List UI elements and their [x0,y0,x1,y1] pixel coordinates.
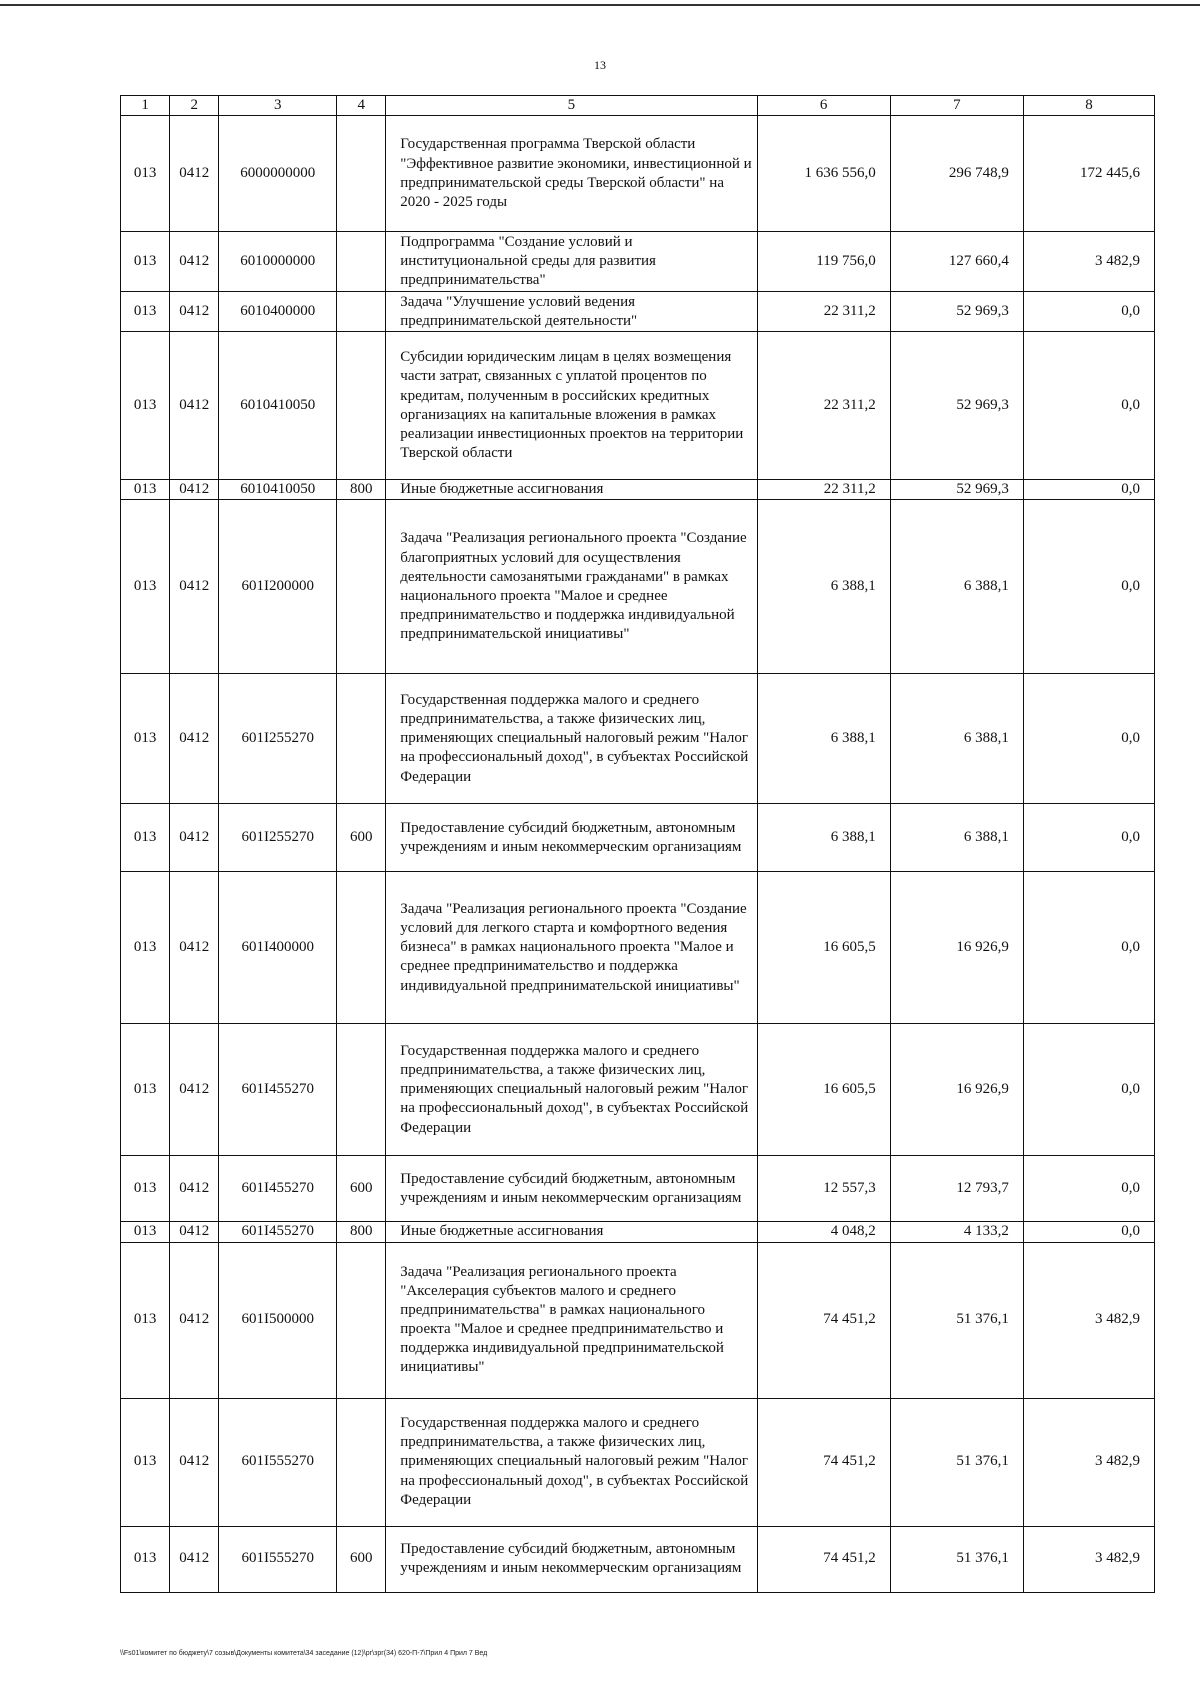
cell-section: 0412 [170,116,219,232]
cell-amount-8: 0,0 [1023,292,1154,332]
cell-type [337,674,386,804]
cell-amount-8: 0,0 [1023,500,1154,674]
cell-amount-8: 0,0 [1023,1222,1154,1242]
cell-type [337,500,386,674]
cell-description: Государственная поддержка малого и среднего предпринимательства, а также физических лиц, применяющих специальный налоговый режим "Налог на профессиональный доход", в субъектах Российской Федерации [386,674,757,804]
cell-amount-7: 127 660,4 [890,232,1023,292]
cell-type: 600 [337,1156,386,1222]
cell-type [337,116,386,232]
cell-description: Государственная поддержка малого и среднего предпринимательства, а также физических лиц, применяющих специальный налоговый режим "Налог на профессиональный доход", в субъектах Российской Федерации [386,1024,757,1156]
table-row [121,332,1155,480]
cell-amount-8: 3 482,9 [1023,1526,1154,1592]
cell-code: 013 [121,292,170,332]
cell-description: Подпрограмма "Создание условий и институциональной среды для развития предпринимательства" [386,232,757,292]
cell-type: 600 [337,804,386,872]
cell-amount-6: 6 388,1 [757,804,890,872]
cell-amount-6: 6 388,1 [757,500,890,674]
cell-description: Задача "Реализация регионального проекта "Создание благоприятных условий для осуществления деятельности самозанятыми гражданами" в рамках национального проекта "Малое и среднее предпринимательство и поддержка индивидуальной предпринимательской инициативы" [386,500,757,674]
cell-amount-7: 51 376,1 [890,1242,1023,1398]
cell-target: 601I255270 [219,674,337,804]
table-row [121,1156,1155,1222]
cell-amount-7: 6 388,1 [890,804,1023,872]
cell-amount-6: 74 451,2 [757,1398,890,1526]
cell-description: Предоставление субсидий бюджетным, автономным учреждениям и иным некоммерческим организациям [386,804,757,872]
cell-target: 6000000000 [219,116,337,232]
cell-section: 0412 [170,1242,219,1398]
cell-amount-6: 4 048,2 [757,1222,890,1242]
cell-amount-8: 0,0 [1023,872,1154,1024]
cell-type [337,872,386,1024]
cell-section: 0412 [170,674,219,804]
cell-amount-8: 0,0 [1023,1024,1154,1156]
cell-target: 601I200000 [219,500,337,674]
cell-amount-7: 16 926,9 [890,872,1023,1024]
cell-amount-6: 22 311,2 [757,480,890,500]
cell-type: 600 [337,1526,386,1592]
cell-type [337,232,386,292]
cell-description: Субсидии юридическим лицам в целях возмещения части затрат, связанных с уплатой процентов по кредитам, полученным в российских кредитных организациях на капитальные вложения в рамках реализации инвестиционных проектов на территории Тверской области [386,332,757,480]
cell-amount-7: 16 926,9 [890,1024,1023,1156]
cell-code: 013 [121,1242,170,1398]
cell-section: 0412 [170,1024,219,1156]
cell-amount-8: 3 482,9 [1023,232,1154,292]
cell-amount-7: 51 376,1 [890,1526,1023,1592]
cell-amount-6: 22 311,2 [757,332,890,480]
cell-amount-6: 16 605,5 [757,1024,890,1156]
cell-target: 601I500000 [219,1242,337,1398]
cell-section: 0412 [170,332,219,480]
cell-section: 0412 [170,292,219,332]
cell-code: 013 [121,1222,170,1242]
column-header: 8 [1023,96,1154,116]
cell-target: 6010410050 [219,480,337,500]
cell-code: 013 [121,332,170,480]
top-rule [0,4,1200,6]
cell-amount-6: 16 605,5 [757,872,890,1024]
cell-code: 013 [121,232,170,292]
cell-amount-7: 12 793,7 [890,1156,1023,1222]
cell-amount-7: 296 748,9 [890,116,1023,232]
cell-target: 601I455270 [219,1222,337,1242]
cell-code: 013 [121,500,170,674]
table-row [121,292,1155,332]
table-row [121,500,1155,674]
cell-type: 800 [337,1222,386,1242]
cell-type [337,1242,386,1398]
cell-section: 0412 [170,872,219,1024]
cell-amount-6: 74 451,2 [757,1526,890,1592]
cell-section: 0412 [170,480,219,500]
cell-description: Иные бюджетные ассигнования [386,1222,757,1242]
cell-target: 601I255270 [219,804,337,872]
cell-amount-8: 3 482,9 [1023,1242,1154,1398]
cell-code: 013 [121,674,170,804]
page-number: 13 [594,58,606,72]
cell-amount-8: 0,0 [1023,332,1154,480]
cell-target: 6010000000 [219,232,337,292]
table-row [121,232,1155,292]
cell-amount-8: 3 482,9 [1023,1398,1154,1526]
cell-amount-8: 0,0 [1023,804,1154,872]
budget-table-container [120,95,1155,1593]
table-row [121,674,1155,804]
column-header: 2 [170,96,219,116]
footer-file-path: \\Fs01\комитет по бюджету\7 созыв\Документы комитета\34 заседание (12)\рг\зрг(34) 620-П-7\Прил 4 Прил 7 Вед [120,1650,488,1657]
cell-type [337,1398,386,1526]
cell-amount-7: 6 388,1 [890,500,1023,674]
cell-section: 0412 [170,804,219,872]
cell-description: Задача "Реализация регионального проекта "Акселерация субъектов малого и среднего предпринимательства" в рамках национального проекта "Малое и среднее предпринимательство и поддержка индивидуальной предпринимательской инициативы" [386,1242,757,1398]
cell-type: 800 [337,480,386,500]
cell-amount-6: 119 756,0 [757,232,890,292]
cell-description: Иные бюджетные ассигнования [386,480,757,500]
cell-type [337,292,386,332]
cell-amount-8: 172 445,6 [1023,116,1154,232]
budget-table [120,95,1155,1593]
cell-amount-6: 12 557,3 [757,1156,890,1222]
cell-amount-6: 6 388,1 [757,674,890,804]
column-header: 5 [386,96,757,116]
cell-target: 601I455270 [219,1156,337,1222]
cell-description: Государственная программа Тверской области "Эффективное развитие экономики, инвестиционной и предпринимательской среды Тверской области" на 2020 - 2025 годы [386,116,757,232]
table-row [121,1526,1155,1592]
cell-amount-8: 0,0 [1023,1156,1154,1222]
cell-section: 0412 [170,1156,219,1222]
cell-target: 6010410050 [219,332,337,480]
cell-amount-7: 52 969,3 [890,332,1023,480]
cell-section: 0412 [170,500,219,674]
table-row [121,116,1155,232]
cell-amount-7: 52 969,3 [890,292,1023,332]
table-row [121,1398,1155,1526]
cell-description: Государственная поддержка малого и среднего предпринимательства, а также физических лиц, применяющих специальный налоговый режим "Налог на профессиональный доход", в субъектах Российской Федерации [386,1398,757,1526]
cell-code: 013 [121,872,170,1024]
cell-amount-7: 51 376,1 [890,1398,1023,1526]
cell-type [337,1024,386,1156]
cell-description: Предоставление субсидий бюджетным, автономным учреждениям и иным некоммерческим организациям [386,1156,757,1222]
cell-amount-8: 0,0 [1023,480,1154,500]
cell-target: 601I400000 [219,872,337,1024]
cell-description: Задача "Улучшение условий ведения предпринимательской деятельности" [386,292,757,332]
column-header: 6 [757,96,890,116]
cell-target: 601I455270 [219,1024,337,1156]
cell-amount-7: 52 969,3 [890,480,1023,500]
cell-code: 013 [121,480,170,500]
column-header: 4 [337,96,386,116]
cell-code: 013 [121,1156,170,1222]
cell-description: Предоставление субсидий бюджетным, автономным учреждениям и иным некоммерческим организациям [386,1526,757,1592]
cell-amount-6: 74 451,2 [757,1242,890,1398]
column-header: 7 [890,96,1023,116]
column-header: 3 [219,96,337,116]
cell-code: 013 [121,1398,170,1526]
cell-target: 6010400000 [219,292,337,332]
cell-section: 0412 [170,1222,219,1242]
cell-target: 601I555270 [219,1398,337,1526]
cell-amount-7: 4 133,2 [890,1222,1023,1242]
table-row [121,1222,1155,1242]
table-row [121,480,1155,500]
column-header: 1 [121,96,170,116]
cell-type [337,332,386,480]
cell-amount-6: 1 636 556,0 [757,116,890,232]
cell-description: Задача "Реализация регионального проекта "Создание условий для легкого старта и комфортного ведения бизнеса" в рамках национального проекта "Малое и среднее предпринимательство и поддержка индивидуальной предпринимательской инициативы" [386,872,757,1024]
cell-amount-7: 6 388,1 [890,674,1023,804]
cell-code: 013 [121,1526,170,1592]
cell-amount-6: 22 311,2 [757,292,890,332]
cell-target: 601I555270 [219,1526,337,1592]
table-row [121,872,1155,1024]
cell-code: 013 [121,804,170,872]
table-row [121,1024,1155,1156]
cell-code: 013 [121,116,170,232]
cell-code: 013 [121,1024,170,1156]
table-row [121,804,1155,872]
cell-amount-8: 0,0 [1023,674,1154,804]
cell-section: 0412 [170,1398,219,1526]
cell-section: 0412 [170,232,219,292]
table-row [121,1242,1155,1398]
cell-section: 0412 [170,1526,219,1592]
table-header-row [121,96,1155,116]
